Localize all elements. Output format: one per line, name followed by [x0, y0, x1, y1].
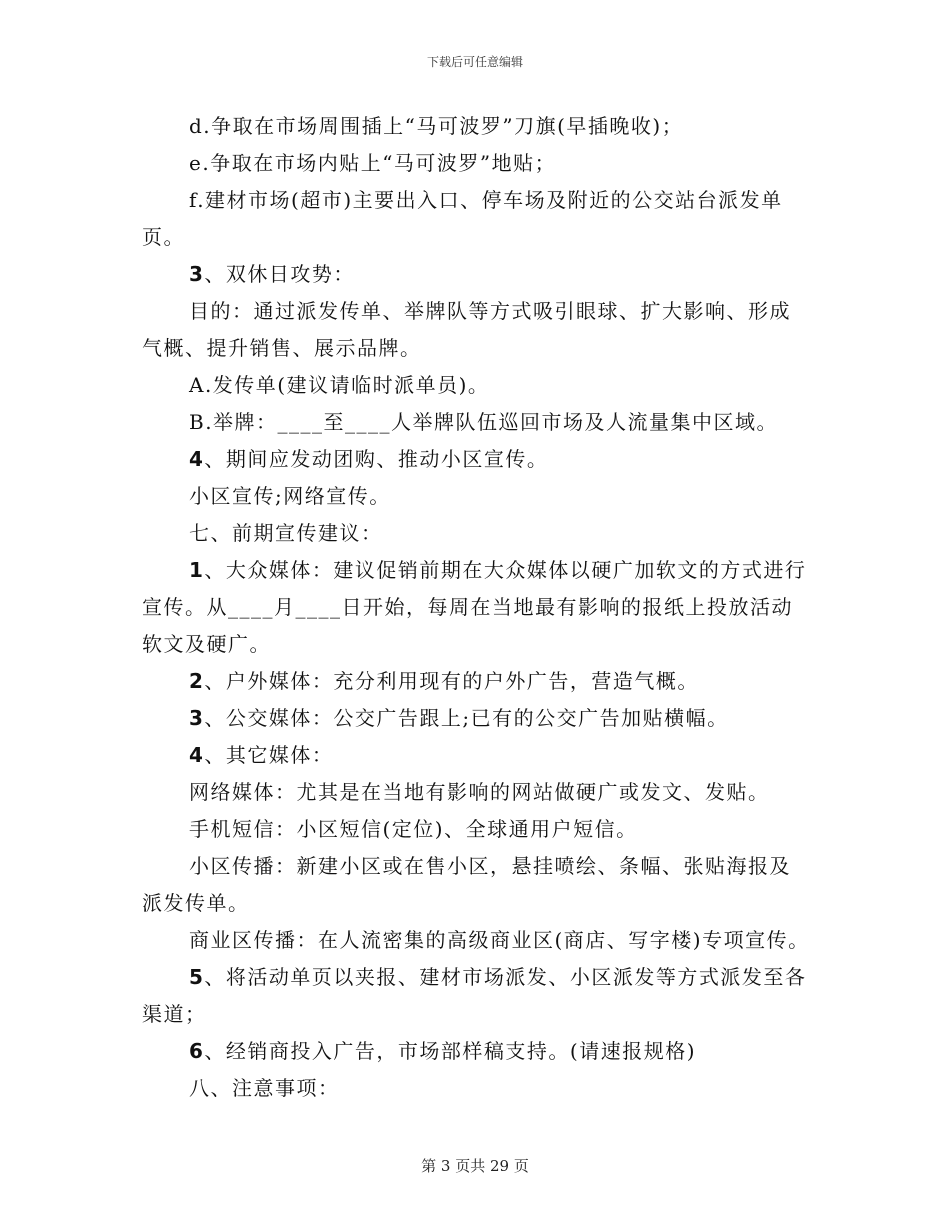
numbered-paragraph: [142, 700, 810, 737]
paragraph: B.举牌：____至____人举牌队伍巡回市场及人流量集中区域。: [189, 410, 779, 434]
numbered-heading: [142, 441, 810, 478]
item-number: 2: [189, 669, 205, 693]
paragraph: 网络媒体：尤其是在当地有影响的网站做硬广或发文、发贴。: [189, 780, 770, 804]
section-heading: 七、前期宣传建议：: [189, 521, 383, 545]
paragraph: 目的：通过派发传单、举牌队等方式吸引眼球、扩大影响、形成气概、提升销售、展示品牌。: [142, 299, 791, 360]
section-heading: 八、注意事项：: [189, 1076, 340, 1100]
numbered-paragraph: [142, 1033, 810, 1070]
item-text: 、期间应发动团购、推动小区宣传。: [204, 447, 549, 471]
item-text: 、经销商投入广告，市场部样稿支持。(请速报规格): [204, 1039, 697, 1063]
item-number: 1: [189, 558, 205, 582]
paragraph: f.建材市场(超市)主要出入口、停车场及附近的公交站台派发单页。: [142, 188, 783, 249]
item-text: 、大众媒体：建议促销前期在大众媒体以硬广加软文的方式进行宣传。从____月____日开始，每周在当地最有影响的报纸上投放活动软文及硬广。: [142, 558, 807, 656]
numbered-paragraph: [142, 552, 810, 663]
paragraph: A.发传单(建议请临时派单员)。: [189, 373, 490, 397]
item-text: 、将活动单页以夹报、建材市场派发、小区派发等方式派发至各渠道；: [142, 965, 807, 1026]
paragraph: 手机短信：小区短信(定位)、全球通用户短信。: [189, 817, 638, 841]
item-number: 4: [189, 447, 205, 471]
item-text: 、户外媒体：充分利用现有的户外广告，营造气概。: [204, 669, 699, 693]
paragraph: 商业区传播：在人流密集的高级商业区(商店、写字楼)专项宣传。: [189, 928, 810, 952]
item-number: 3: [189, 262, 205, 286]
page-header: 下载后可任意编辑: [426, 55, 523, 69]
page-footer: 第 3 页共 29 页: [421, 1157, 529, 1175]
item-text: 、公交媒体：公交广告跟上;已有的公交广告加贴横幅。: [204, 706, 729, 730]
paragraph: 小区传播：新建小区或在售小区，悬挂喷绘、条幅、张贴海报及派发传单。: [142, 854, 791, 915]
item-number: 3: [189, 706, 205, 730]
numbered-paragraph: [142, 663, 810, 700]
item-text: 、双休日攻势：: [204, 262, 355, 286]
numbered-paragraph: [142, 737, 810, 774]
item-number: 4: [189, 743, 205, 767]
numbered-heading: [142, 256, 810, 293]
paragraph: d.争取在市场周围插上“马可波罗”刀旗(早插晚收)；: [189, 114, 684, 138]
paragraph: e.争取在市场内贴上“马可波罗”地贴；: [189, 151, 557, 175]
item-text: 、其它媒体：: [204, 743, 334, 767]
item-number: 6: [189, 1039, 205, 1063]
item-number: 5: [189, 965, 205, 989]
document-body: [142, 108, 810, 1107]
numbered-paragraph: [142, 959, 810, 1033]
paragraph: 小区宣传;网络宣传。: [189, 484, 391, 508]
